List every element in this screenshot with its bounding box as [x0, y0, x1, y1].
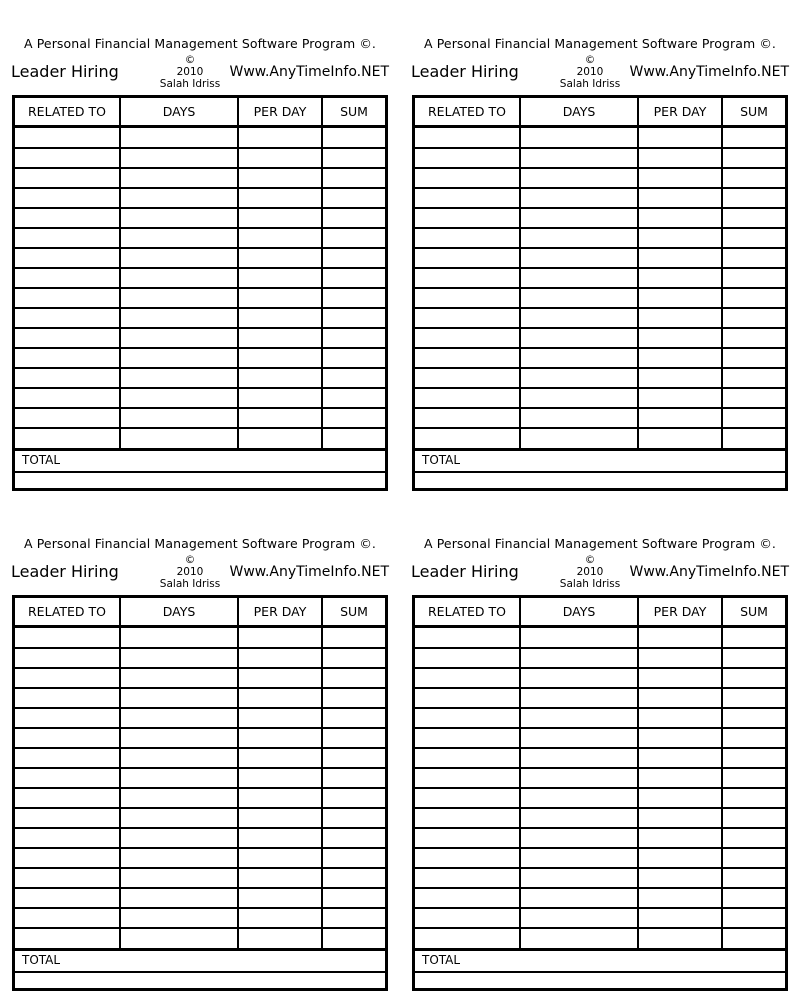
- table-row-line: [15, 767, 385, 769]
- table-row-line: [15, 287, 385, 289]
- column-divider: [321, 598, 323, 948]
- total-row: [415, 448, 785, 473]
- copyright-symbol: ©: [584, 554, 596, 566]
- form-title: Leader Hiring: [11, 562, 119, 581]
- column-header-per-day: PER DAY: [253, 104, 307, 119]
- author-name: Salah Idriss: [159, 78, 221, 90]
- table-row-line: [15, 787, 385, 789]
- table-row-line: [15, 747, 385, 749]
- expense-table: [412, 595, 788, 991]
- table-row-line: [15, 147, 385, 149]
- column-divider: [321, 98, 323, 448]
- author-name: Salah Idriss: [159, 578, 221, 590]
- table-row-line: [415, 827, 785, 829]
- copyright-symbol: ©: [184, 54, 196, 66]
- copyright-block: [146, 554, 234, 590]
- table-row-line: [415, 707, 785, 709]
- column-header-days: DAYS: [162, 104, 196, 119]
- table-row-line: [415, 247, 785, 249]
- table-row-line: [15, 227, 385, 229]
- website-text: Www.AnyTimeInfo.NET: [629, 564, 789, 580]
- column-header-related-to: RELATED TO: [27, 604, 107, 619]
- form-sheet-bottom-left: [11, 534, 389, 1004]
- website-text: Www.AnyTimeInfo.NET: [229, 564, 389, 580]
- table-row-line: [415, 167, 785, 169]
- table-row-line: [415, 727, 785, 729]
- total-row: [15, 448, 385, 473]
- table-row-line: [15, 687, 385, 689]
- copyright-block: [546, 554, 634, 590]
- column-header-related-to: RELATED TO: [427, 104, 507, 119]
- table-row-line: [415, 227, 785, 229]
- column-header-related-to: RELATED TO: [427, 604, 507, 619]
- table-row-line: [15, 387, 385, 389]
- form-sheet-bottom-right: [411, 534, 789, 1004]
- copyright-block: [146, 54, 234, 90]
- table-row-line: [15, 427, 385, 429]
- table-row-line: [415, 807, 785, 809]
- table-row-line: [15, 167, 385, 169]
- copyright-symbol: ©: [184, 554, 196, 566]
- table-row-line: [15, 667, 385, 669]
- table-row-line: [15, 407, 385, 409]
- table-row-line: [15, 727, 385, 729]
- table-row-line: [15, 327, 385, 329]
- total-label: TOTAL: [22, 953, 61, 967]
- column-header-sum: SUM: [340, 604, 368, 619]
- total-label: TOTAL: [422, 453, 461, 467]
- column-divider: [519, 98, 521, 448]
- table-row-line: [415, 207, 785, 209]
- total-label: TOTAL: [422, 953, 461, 967]
- column-header-per-day: PER DAY: [653, 604, 707, 619]
- table-row-line: [15, 247, 385, 249]
- table-row-line: [415, 327, 785, 329]
- table-row-line: [415, 407, 785, 409]
- table-row-line: [15, 707, 385, 709]
- table-row-line: [415, 847, 785, 849]
- table-row-line: [15, 807, 385, 809]
- author-name: Salah Idriss: [559, 578, 621, 590]
- website-text: Www.AnyTimeInfo.NET: [629, 64, 789, 80]
- table-row-line: [15, 647, 385, 649]
- table-header-row: [15, 598, 385, 628]
- table-row-line: [15, 267, 385, 269]
- table-row-line: [415, 287, 785, 289]
- expense-table: [412, 95, 788, 491]
- table-header-row: [15, 98, 385, 128]
- table-row-line: [415, 147, 785, 149]
- total-row: [415, 948, 785, 973]
- table-row-line: [415, 427, 785, 429]
- table-row-line: [15, 887, 385, 889]
- table-row-line: [415, 367, 785, 369]
- table-row-line: [415, 307, 785, 309]
- table-row-line: [15, 207, 385, 209]
- table-row-line: [15, 927, 385, 929]
- column-divider: [237, 98, 239, 448]
- table-row-line: [15, 867, 385, 869]
- copyright-year: 2010: [176, 66, 204, 78]
- website-text: Www.AnyTimeInfo.NET: [229, 64, 389, 80]
- table-row-line: [415, 667, 785, 669]
- table-row-line: [15, 827, 385, 829]
- program-credit: A Personal Financial Management Software Program ©.: [23, 36, 377, 51]
- expense-table: [12, 595, 388, 991]
- table-row-line: [415, 767, 785, 769]
- column-header-per-day: PER DAY: [653, 104, 707, 119]
- column-header-sum: SUM: [740, 104, 768, 119]
- form-title: Leader Hiring: [11, 62, 119, 81]
- column-header-days: DAYS: [162, 604, 196, 619]
- table-row-line: [415, 687, 785, 689]
- total-row: [15, 948, 385, 973]
- table-row-line: [415, 907, 785, 909]
- table-header-row: [415, 598, 785, 628]
- column-divider: [119, 98, 121, 448]
- author-name: Salah Idriss: [559, 78, 621, 90]
- form-title: Leader Hiring: [411, 562, 519, 581]
- column-header-sum: SUM: [740, 604, 768, 619]
- table-row-line: [415, 887, 785, 889]
- form-title: Leader Hiring: [411, 62, 519, 81]
- form-sheet-top-right: [411, 34, 789, 504]
- table-row-line: [15, 907, 385, 909]
- column-header-related-to: RELATED TO: [27, 104, 107, 119]
- table-row-line: [15, 847, 385, 849]
- column-divider: [637, 98, 639, 448]
- table-row-line: [415, 387, 785, 389]
- column-header-days: DAYS: [562, 604, 596, 619]
- column-divider: [519, 598, 521, 948]
- table-row-line: [15, 367, 385, 369]
- column-header-per-day: PER DAY: [253, 604, 307, 619]
- table-row-line: [415, 867, 785, 869]
- form-sheet-top-left: [11, 34, 389, 504]
- table-header-row: [415, 98, 785, 128]
- copyright-year: 2010: [176, 566, 204, 578]
- column-header-days: DAYS: [562, 104, 596, 119]
- column-divider: [119, 598, 121, 948]
- table-row-line: [15, 307, 385, 309]
- column-divider: [721, 98, 723, 448]
- table-row-line: [15, 347, 385, 349]
- table-row-line: [415, 787, 785, 789]
- program-credit: A Personal Financial Management Software Program ©.: [423, 36, 777, 51]
- copyright-year: 2010: [576, 66, 604, 78]
- program-credit: A Personal Financial Management Software Program ©.: [23, 536, 377, 551]
- expense-table: [12, 95, 388, 491]
- table-row-line: [415, 267, 785, 269]
- table-row-line: [415, 747, 785, 749]
- copyright-symbol: ©: [584, 54, 596, 66]
- column-divider: [721, 598, 723, 948]
- table-row-line: [415, 647, 785, 649]
- copyright-block: [546, 54, 634, 90]
- table-row-line: [415, 927, 785, 929]
- column-divider: [237, 598, 239, 948]
- copyright-year: 2010: [576, 566, 604, 578]
- table-row-line: [415, 347, 785, 349]
- table-row-line: [15, 187, 385, 189]
- program-credit: A Personal Financial Management Software Program ©.: [423, 536, 777, 551]
- total-label: TOTAL: [22, 453, 61, 467]
- table-row-line: [415, 187, 785, 189]
- column-divider: [637, 598, 639, 948]
- column-header-sum: SUM: [340, 104, 368, 119]
